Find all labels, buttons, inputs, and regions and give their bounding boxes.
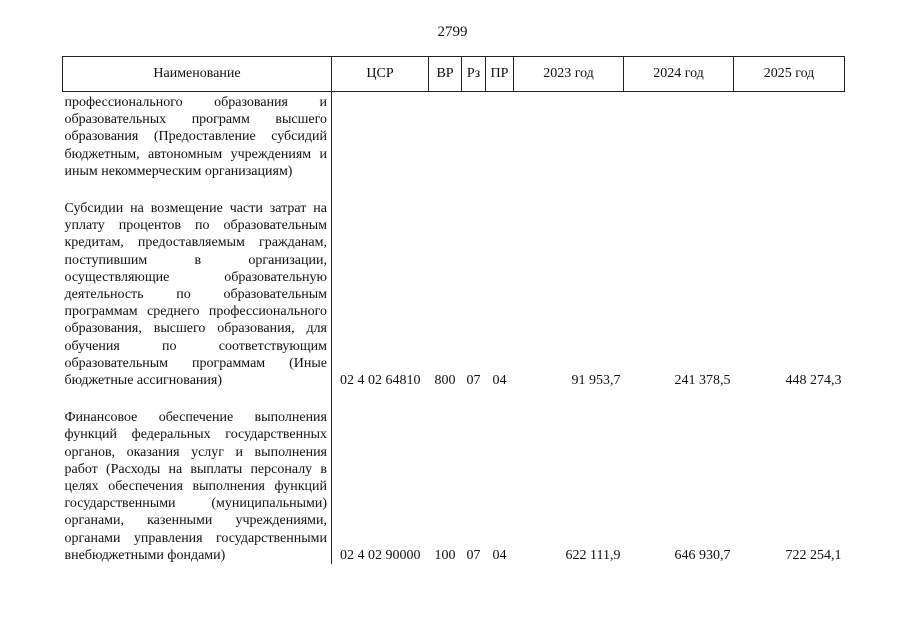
row-pr: [486, 92, 514, 181]
budget-table: [62, 56, 845, 564]
row-name: профессионального образования и образовательных программ высшего образования (Предоставление субсидий бюджетным, автономным учреждениям и иным некоммерческим организациям): [63, 92, 332, 181]
header-vr: ВР: [429, 57, 462, 92]
row-2023: 622 111,9: [565, 547, 621, 563]
row-rz: 07: [466, 373, 481, 389]
row-2024: 241 378,5: [674, 373, 731, 389]
table-row: [63, 92, 845, 181]
row-pr: 04: [492, 373, 507, 389]
row-spacer: [63, 180, 845, 197]
row-2023: 91 953,7: [571, 373, 621, 389]
row-2024: [624, 92, 734, 181]
spacer-cell: [63, 389, 332, 406]
spacer-cell: [332, 389, 845, 406]
table-header: [63, 57, 845, 92]
table-row: [63, 197, 845, 389]
page-number: 2799: [437, 24, 468, 40]
row-2024: 646 930,7: [674, 547, 731, 563]
row-csr: [332, 92, 429, 181]
row-spacer: [63, 389, 845, 406]
spacer-cell: [332, 180, 845, 197]
row-vr: 800: [434, 373, 456, 389]
row-rz: [462, 92, 486, 181]
row-name: Финансовое обеспечение выполнения функций федеральных государственных органов, оказания услуг и выполнения работ (Расходы на выплаты персоналу в целях обеспечения выполнения функций государственными (муниципальными) органами, казенными учреждениями, органами управления государственными внебюджетными фондами): [63, 406, 332, 564]
header-name: Наименование: [63, 57, 332, 92]
header-pr: ПР: [486, 57, 514, 92]
row-rz: 07: [466, 547, 481, 563]
header-csr: ЦСР: [332, 57, 429, 92]
header-rz: Рз: [462, 57, 486, 92]
table-row: [63, 406, 845, 564]
row-2023: [514, 92, 624, 181]
spacer-cell: [63, 180, 332, 197]
row-csr: 02 4 02 90000: [340, 547, 421, 563]
header-2025: 2025 год: [734, 57, 845, 92]
header-2023: 2023 год: [514, 57, 624, 92]
row-2025: 448 274,3: [785, 373, 842, 389]
row-csr: 02 4 02 64810: [340, 373, 421, 389]
row-vr: [429, 92, 462, 181]
row-vr: 100: [434, 547, 456, 563]
row-name: Субсидии на возмещение части затрат на уплату процентов по образовательным кредитам, предоставляемым гражданам, поступившим в организации, осуществляющие образовательную деятельность по образовательным программам среднего профессионального образования, высшего образования, для обучения по соответствующим образовательным программам (Иные бюджетные ассигнования): [63, 197, 332, 389]
row-pr: 04: [492, 547, 507, 563]
row-2025: 722 254,1: [785, 547, 842, 563]
row-2025: [734, 92, 845, 181]
header-2024: 2024 год: [624, 57, 734, 92]
